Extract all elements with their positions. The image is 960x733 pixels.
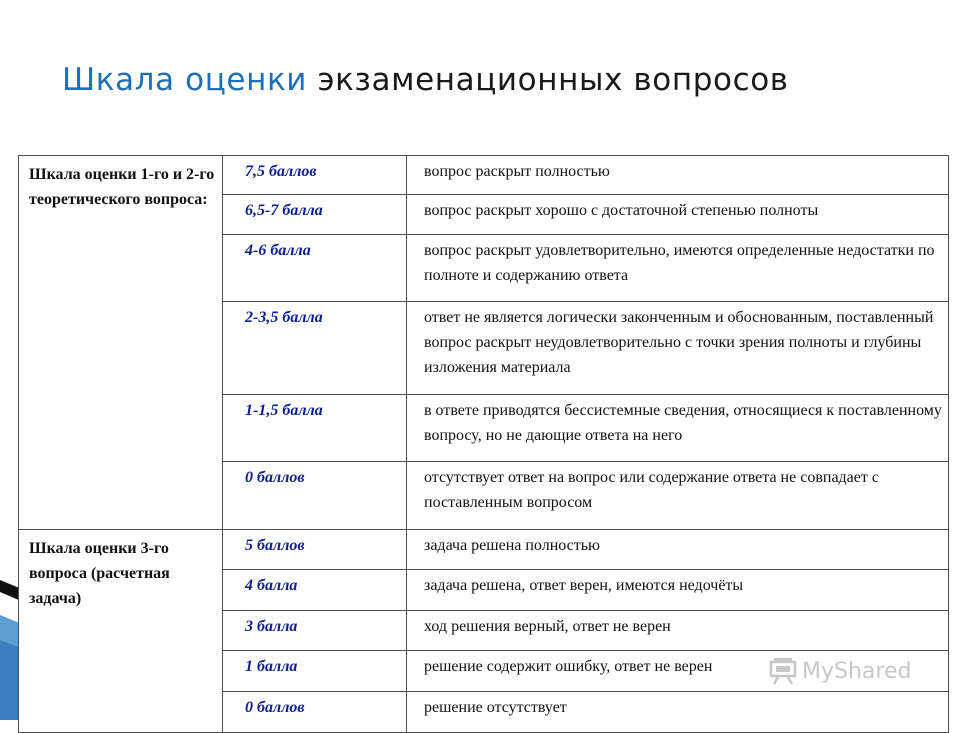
score-cell: 1 балла (223, 651, 407, 692)
slide-title-main: экзаменационных вопросов (307, 62, 789, 98)
section-label-theory: Шкала оценки 1-го и 2-го теоретического вопроса: (19, 156, 223, 530)
description-cell: задача решена, ответ верен, имеются недочёты (407, 570, 949, 611)
description-cell: вопрос раскрыт удовлетворительно, имеются определенные недостатки по полноте и содержанию ответа (407, 235, 949, 302)
score-cell: 1-1,5 балла (223, 395, 407, 462)
score-cell: 2-3,5 балла (223, 302, 407, 395)
description-cell: ответ не является логически законченным и обоснованным, поставленный вопрос раскрыт неудовлетворительно с точки зрения полноты и глубины изложения материала (407, 302, 949, 395)
score-cell: 3 балла (223, 611, 407, 651)
score-cell: 0 баллов (223, 692, 407, 733)
description-cell: отсутствует ответ на вопрос или содержание ответа не совпадает с поставленным вопросом (407, 462, 949, 530)
score-cell: 4 балла (223, 570, 407, 611)
score-cell: 7,5 баллов (223, 156, 407, 195)
presentation-board-icon (768, 656, 798, 686)
grading-scale-table (18, 155, 949, 733)
watermark-text: MyShared (802, 658, 912, 684)
score-cell: 6,5-7 балла (223, 195, 407, 235)
description-cell: задача решена полностью (407, 530, 949, 570)
slide-title (62, 62, 789, 98)
description-cell: в ответе приводятся бессистемные сведения, относящиеся к поставленному вопросу, но не дающие ответа на него (407, 395, 949, 462)
watermark (768, 656, 911, 686)
description-cell: ход решения верный, ответ не верен (407, 611, 949, 651)
score-cell: 0 баллов (223, 462, 407, 530)
description-cell: вопрос раскрыт хорошо с достаточной степенью полноты (407, 195, 949, 235)
description-cell: решение отсутствует (407, 692, 949, 733)
score-cell: 4-6 балла (223, 235, 407, 302)
section-label-task: Шкала оценки 3-го вопроса (расчетная задача) (19, 530, 223, 733)
score-cell: 5 баллов (223, 530, 407, 570)
slide-title-accent: Шкала оценки (62, 62, 308, 98)
table-row (19, 530, 949, 570)
table-row (19, 156, 949, 195)
description-cell: решение содержит ошибку, ответ не верен (407, 651, 949, 692)
description-cell: вопрос раскрыт полностью (407, 156, 949, 195)
